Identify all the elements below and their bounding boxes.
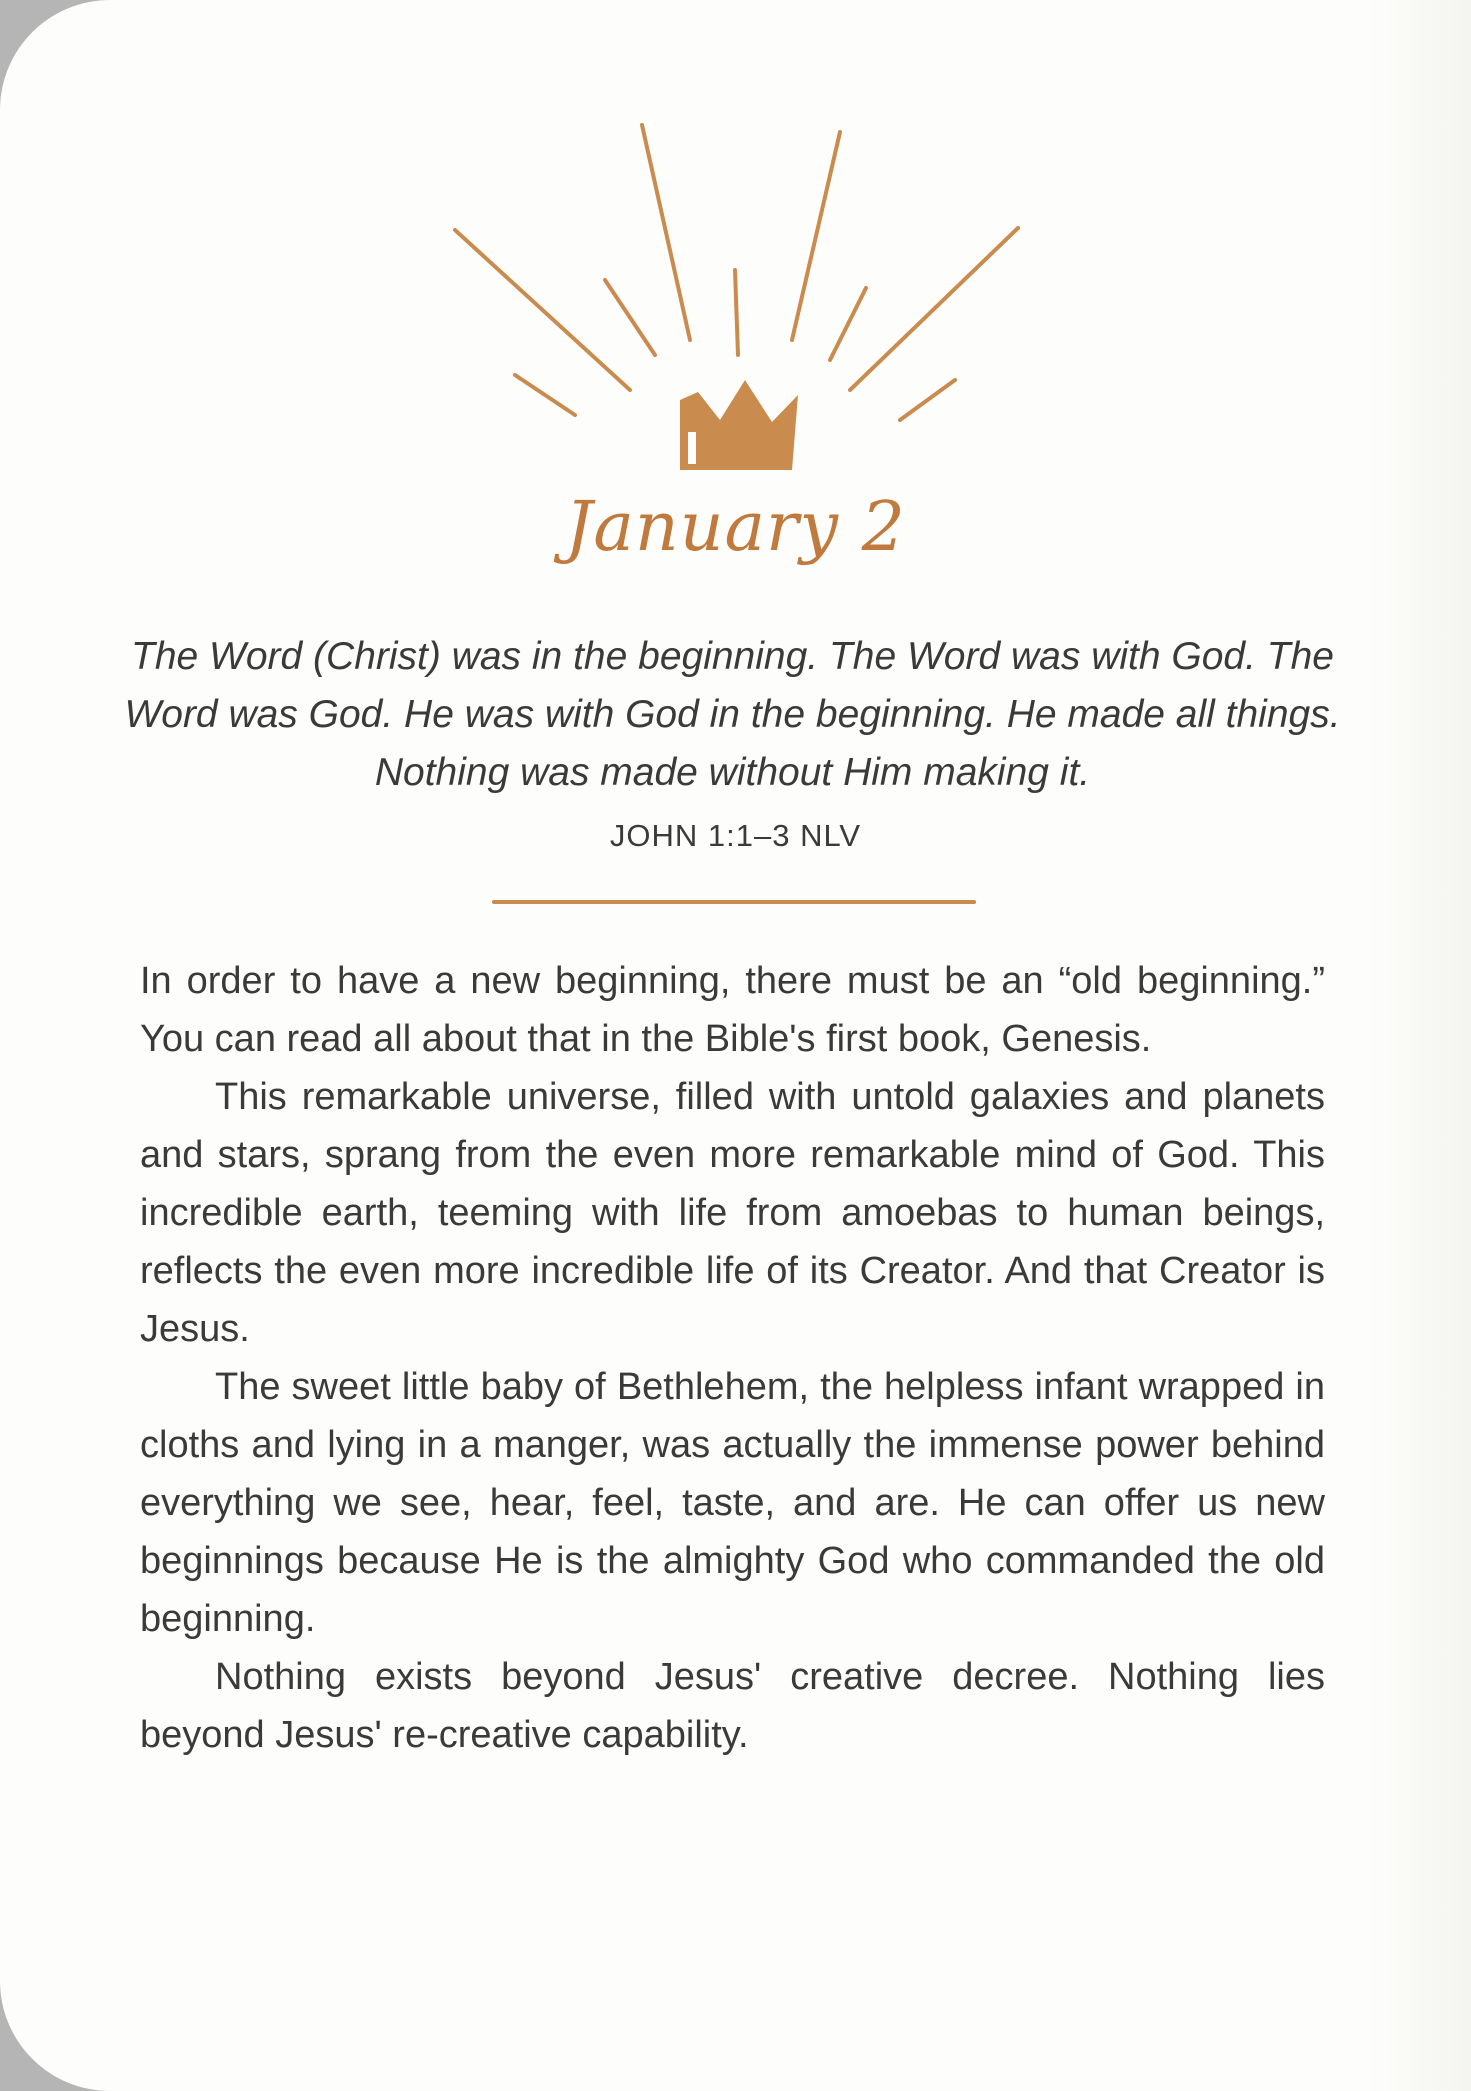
devotional-paragraph: In order to have a new beginning, there must be an “old beginning.” You can read all about that in the Bible's first book, Genesis. <box>140 960 1325 1060</box>
divider <box>492 900 976 904</box>
devotional-paragraph: This remarkable universe, filled with untold galaxies and planets and stars, sprang from the even more remarkable mind of God. This incredible earth, teeming with life from amoebas to human beings, reflects the even more incredible life of its Creator. And that Creator is Jesus. <box>140 1076 1325 1350</box>
devotional-paragraph: The sweet little baby of Bethlehem, the helpless infant wrapped in cloths and lying in a manger, was actually the immense power behind everything we see, hear, feel, taste, and are. He can offer us new beginnings because He is the almighty God who commanded the old beginning. <box>140 1366 1325 1640</box>
scripture-verse: The Word (Christ) was in the beginning. The Word was with God. The Word was God. He was with God in the beginning. He made all things. Nothing was made without Him making it. <box>124 635 1341 794</box>
devotional-paragraph: Nothing exists beyond Jesus' creative decree. Nothing lies beyond Jesus' re-creative capability. <box>140 1656 1325 1756</box>
devotional-body <box>140 952 1325 1764</box>
page-edge <box>1370 0 1471 2091</box>
crown-with-rays-icon <box>430 110 1050 490</box>
day-title: January 2 <box>565 488 906 567</box>
scripture-reference: JOHN 1:1–3 NLV <box>609 818 862 853</box>
